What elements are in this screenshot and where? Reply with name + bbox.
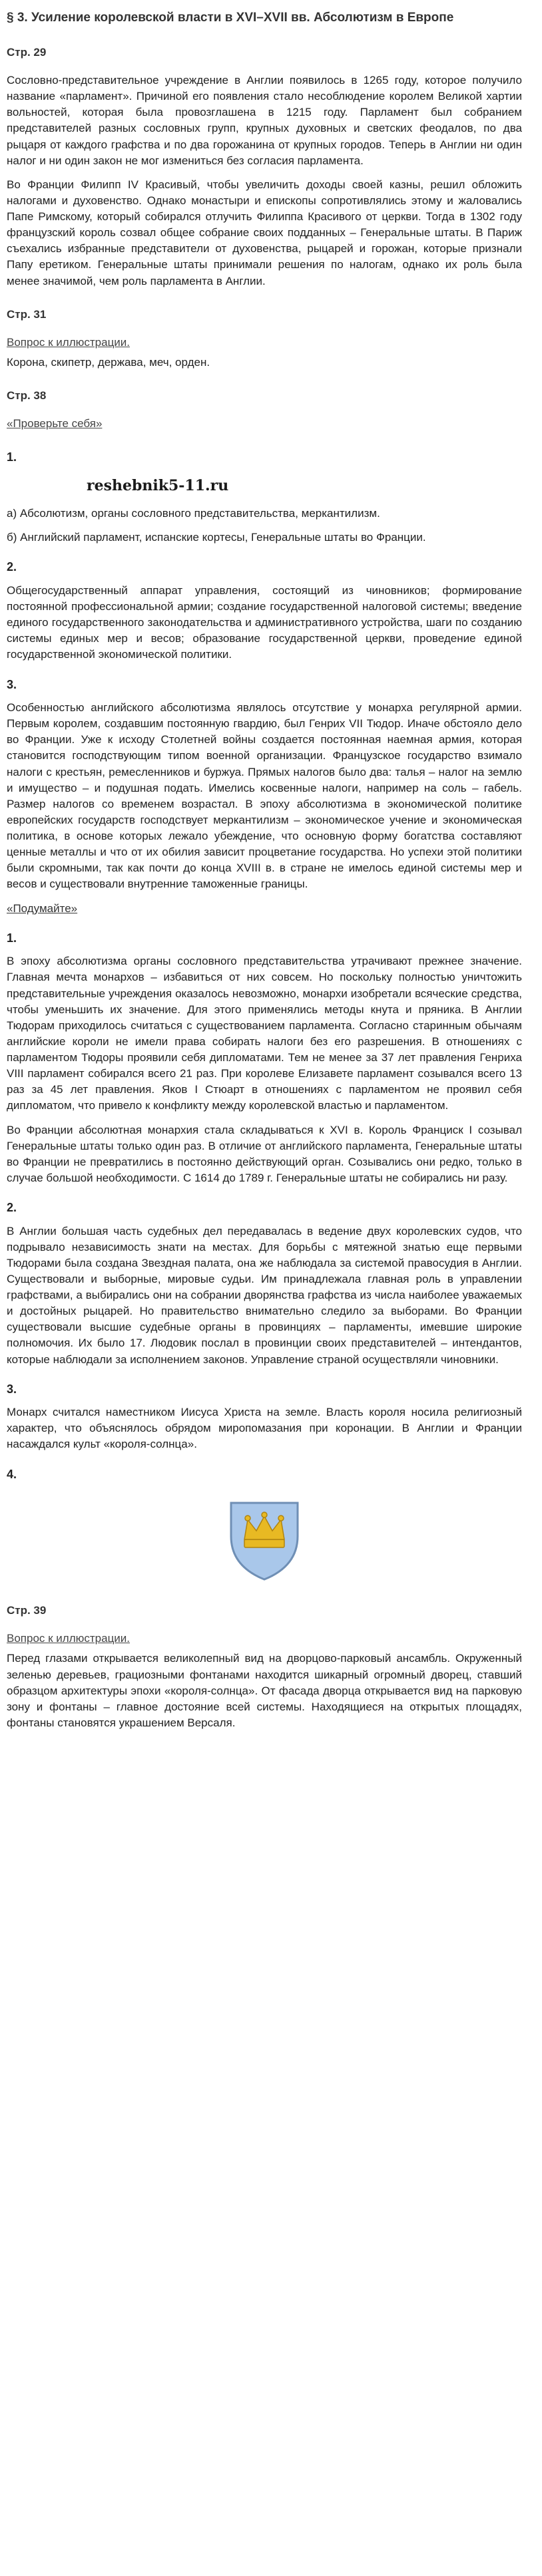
think-link[interactable]: «Подумайте» bbox=[7, 901, 78, 915]
check-yourself-link[interactable]: «Проверьте себя» bbox=[7, 417, 103, 430]
paragraph-england-parliament: Сословно-представительное учреждение в Англии появилось в 1265 году, которое получило название «парламент». Причиной его появления стало несоблюдение королем Великой хартии вольностей, которая была провозглашена в 1215 году. Парламент был собранием представителей разных сословных групп, крупных духовных и светских феодалов, по два рыцаря от каждого графства и по два горожанина от крупных городов. Теперь в Англии ни один налог и ни один закон не мог измениться без согласия парламента. bbox=[7, 74, 522, 167]
page-39-section bbox=[7, 1603, 522, 1731]
page-label-29: Стр. 29 bbox=[7, 45, 47, 59]
answer-1a: а) Абсолютизм, органы сословного представительства, меркантилизм. bbox=[7, 507, 380, 520]
think-answer-1-part2: Во Франции абсолютная монархия стала складываться к XVI в. Король Франциск I созывал Генеральные штаты только один раз. В отличие от английского парламента, Генеральные штаты во Франции не превратились в постоянно действующий орган. Созывались они редко, только в случае большой необходимости. С 1614 до 1789 г. Генеральные штаты не собирались ни разу. bbox=[7, 1123, 522, 1184]
think-answer-1-part1: В эпоху абсолютизма органы сословного представительства утрачивают прежнее значение. Главная мечта монархов – избавиться от них совсем. Но поскольку полностью уничтожить представительные учреждения оказалось невозможно, монархи изобретали всяческие средства, чтобы уменьшить их значение. Для этого применялись методы кнута и пряника. В Англии Тюдорам приходилось считаться с существованием парламента. Согласно старинным обычаям английские короли не имели права собирать налоги без его разрешения. В отношениях с парламентом Тюдоры проявили себя дипломатами. Тем не менее за 37 лет правления Генриха VIII парламент собирался всего 21 раз. При королеве Елизавете парламент созывался всего 13 раз за 45 лет правления. Яков I Стюарт в отношениях с парламентом не проявил себя дипломатом, что привело к конфликту между королевской властью и парламентом. bbox=[7, 955, 522, 1112]
illustration-answer-39: Перед глазами открывается великолепный вид на дворцово-парковый ансамбль. Окруженный зеленью деревьев, грациозными фонтанами находится шикарный огромный дворец, ставший образцом архитектуры эпохи «короля-солнца». От фасада дворца открывается вид на парковую зону и фонтаны – главное достояние всей системы. Находящиеся на открытых площадях, фонтаны становятся украшением Версаля. bbox=[7, 1652, 522, 1729]
answer-1b: б) Английский парламент, испанские кортесы, Генеральные штаты во Франции. bbox=[7, 531, 426, 544]
think-number-4: 4. bbox=[7, 1467, 17, 1481]
illustration-question-link-39[interactable]: Вопрос к иллюстрации. bbox=[7, 1632, 131, 1645]
page-label-31: Стр. 31 bbox=[7, 307, 47, 321]
question-number-2: 2. bbox=[7, 560, 17, 574]
think-answer-2: В Англии большая часть судебных дел передавалась в ведение двух королевских судов, что подрывало независимость знати на местах. Для борьбы с мятежной знатью еще первыми Тюдорами была создана Звездная палата, она же наблюдала за системой правосудия в Англии. Существовали и выборные, мировые судьи. Им принадлежала главная роль в управлении графствами, а выбирались они на собрании дворянства графства из числа наиболее уважаемых и достойных рыцарей. Но правительство внимательно следило за выборами. Во Франции существовали высшие судебные органы в провинциях – парламенты, имевшие широкие полномочия. Их было 17. Людовик послал в провинции своих представителей – интендантов, которые наблюдали за исполнением законов. Управление страной осуществляли чиновники. bbox=[7, 1224, 522, 1366]
question-number-3: 3. bbox=[7, 677, 17, 691]
answer-3: Особенностью английского абсолютизма являлось отсутствие у монарха регулярной армии. Первым королем, создавшим постоянную гвардию, был Генрих VII Тюдор. Иначе обстояло дело во Франции. Уже к исходу Столетней войны создается постоянная наемная армия, которая становится господствующим типом военной организации. Французское государство взимало налоги с крестьян, ремесленников и буржуа. Прямых налогов было два: талья – налог на землю и имущество – и подушная подать. Имелись косвенные налоги, например на соль – габель. Размер налогов со временем возрастал. В эпоху абсолютизма в экономической политике европейских государств господствует меркантилизм – экономическое учение и экономическая политика, в основе которых лежало убеждение, что основную форму богатства составляют ценные металлы и что от их обилия зависит процветание государства. Но успехи этой политики были скромными, так как почти до конца XVIII в. в стране не имелось единой системы мер и весов и существовали внутренние таможенные границы. bbox=[7, 701, 522, 891]
paragraph-france-estates: Во Франции Филипп IV Красивый, чтобы увеличить доходы своей казны, решил обложить налогами и духовенство. Однако монастыри и епископы сопротивлялись этому и жаловались Папе Римскому, который собирался отлучить Филиппа Красивого от церкви. Тогда в 1302 году французский король созвал общее собрание своих подданных – Генеральные штаты. В Париж съехались избранные представители от духовенства, рыцарей и горожан, которые признали Папу еретиком. Генеральные штаты принимали решения по налогам, однако их роль была менее значимой, чем роль парламента в Англии. bbox=[7, 178, 522, 287]
illustration-question-link[interactable]: Вопрос к иллюстрации. bbox=[7, 335, 131, 349]
illustration-answer: Корона, скипетр, держава, меч, орден. bbox=[7, 355, 210, 369]
page-label-39: Стр. 39 bbox=[7, 1604, 47, 1617]
answer-2: Общегосударственный аппарат управления, состоящий из чиновников; формирование постоянной профессиональной армии; создание государственной налоговой системы; введение единого государственного законодательства и административного устройства, шаги по созданию системы единых мер и весов; образование государственной церкви, проведение единой государственной экономической политики. bbox=[7, 583, 522, 661]
think-number-1: 1. bbox=[7, 931, 17, 945]
page-38-section bbox=[7, 388, 522, 1583]
page-label-38: Стр. 38 bbox=[7, 389, 47, 402]
think-number-3: 3. bbox=[7, 1382, 17, 1396]
page-31-section bbox=[7, 307, 522, 371]
page-29-section bbox=[7, 45, 522, 289]
shield-crown-icon bbox=[224, 1490, 304, 1583]
watermark-text: reshebnik5-11.ru bbox=[87, 476, 229, 494]
question-number-1: 1. bbox=[7, 450, 17, 464]
coat-of-arms-figure bbox=[7, 1490, 522, 1583]
crown-shape bbox=[244, 1512, 284, 1547]
think-number-2: 2. bbox=[7, 1201, 17, 1215]
think-answer-3: Монарх считался наместником Иисуса Христа на земле. Власть короля носила религиозный характер, что объяснялось обрядом миропомазания при коронации. В Англии и Франции насаждался культ «короля-солнца». bbox=[7, 1406, 522, 1451]
section-title: § 3. Усиление королевской власти в XVI–XVII вв. Абсолютизм в Европе bbox=[7, 11, 454, 25]
